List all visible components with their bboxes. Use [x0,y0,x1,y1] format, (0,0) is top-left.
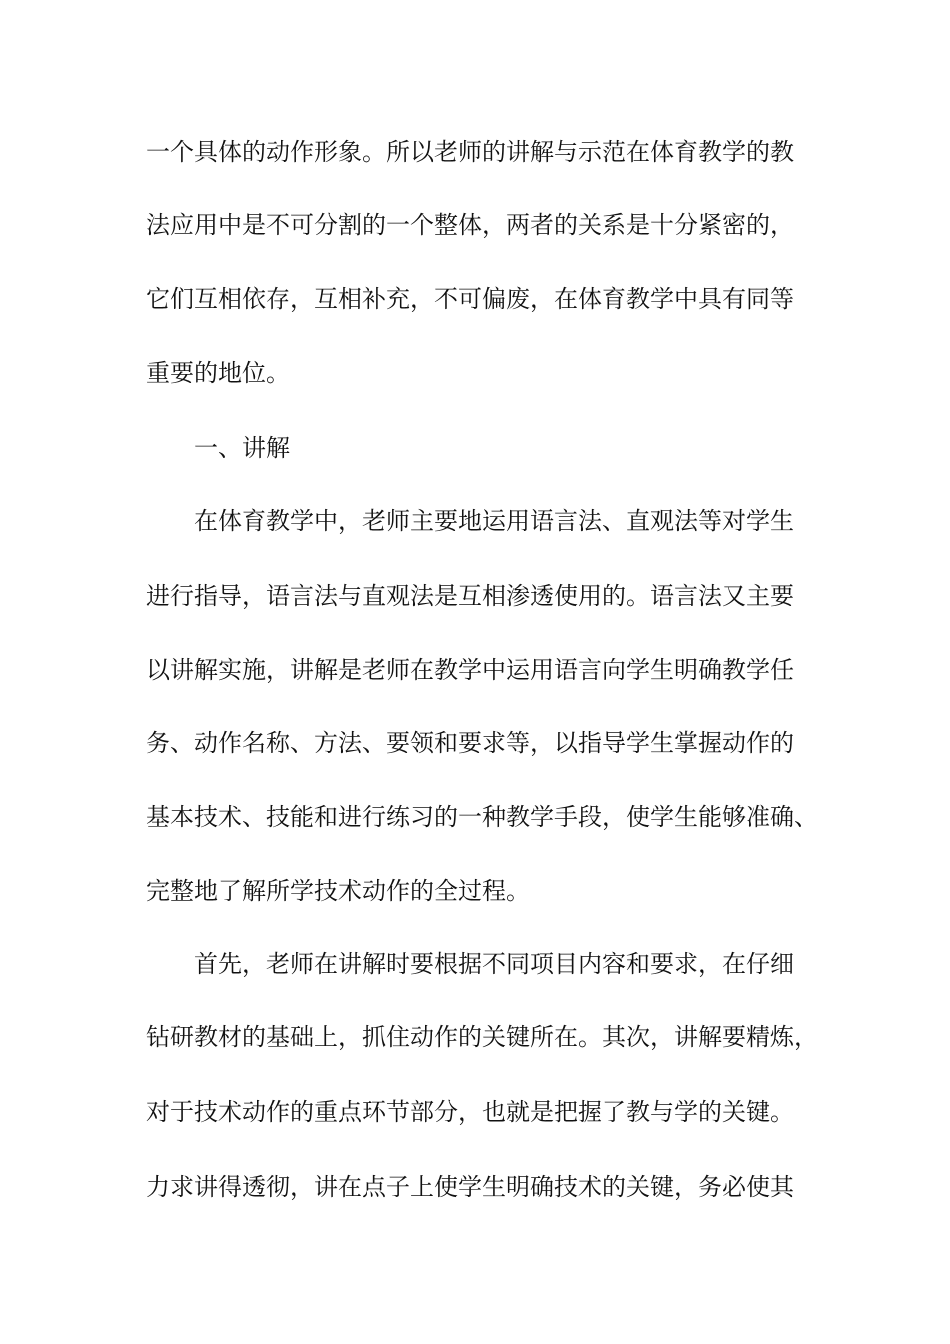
paragraph-line: 法应用中是不可分割的一个整体，两者的关系是十分紧密的， [146,211,794,239]
section-heading: 一、讲解 [194,434,290,462]
paragraph-line: 钻研教材的基础上，抓住动作的关键所在。其次，讲解要精炼， [146,1023,818,1051]
paragraph-line: 对于技术动作的重点环节部分，也就是把握了教与学的关键。 [146,1098,794,1126]
paragraph-line: 以讲解实施，讲解是老师在教学中运用语言向学生明确教学任 [146,656,794,684]
paragraph-line: 基本技术、技能和进行练习的一种教学手段，使学生能够准确、 [146,803,818,831]
paragraph-line: 完整地了解所学技术动作的全过程。 [146,877,530,905]
paragraph-line: 务、动作名称、方法、要领和要求等，以指导学生掌握动作的 [146,729,794,757]
paragraph-line: 在体育教学中，老师主要地运用语言法、直观法等对学生 [194,507,794,535]
paragraph-line: 重要的地位。 [146,359,290,387]
paragraph-line: 首先，老师在讲解时要根据不同项目内容和要求，在仔细 [194,950,794,978]
paragraph-line: 一个具体的动作形象。所以老师的讲解与示范在体育教学的教 [146,138,794,166]
paragraph-line: 它们互相依存，互相补充，不可偏废，在体育教学中具有同等 [146,285,794,313]
paragraph-line: 进行指导，语言法与直观法是互相渗透使用的。语言法又主要 [146,582,794,610]
paragraph-line: 力求讲得透彻，讲在点子上使学生明确技术的关键，务必使其 [146,1173,794,1201]
